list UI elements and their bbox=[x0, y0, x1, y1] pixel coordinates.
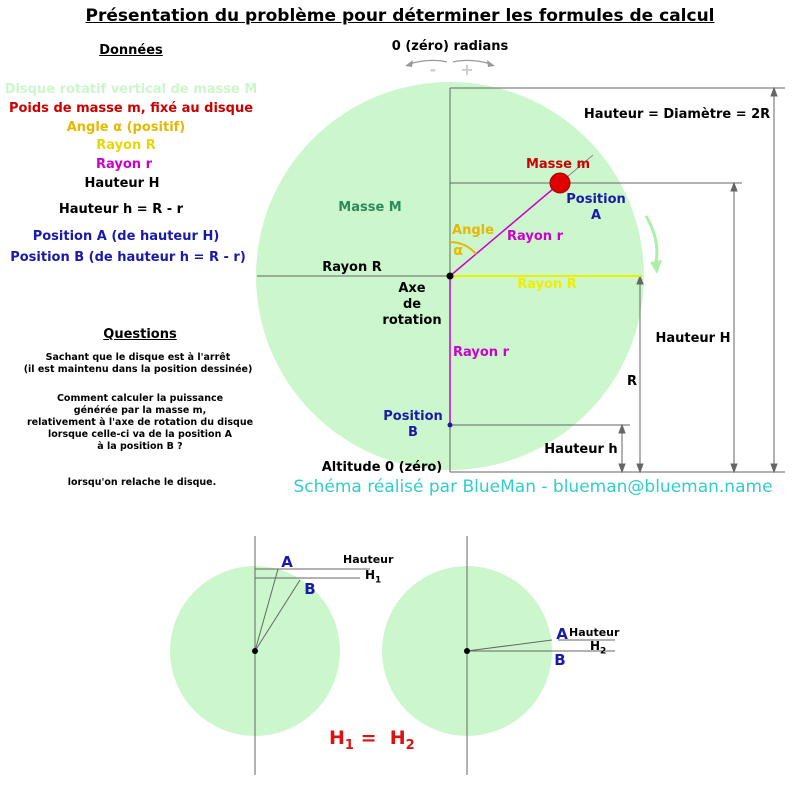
radius-R-left-label: Rayon R bbox=[322, 260, 382, 275]
data-item-position-b: Position B (de hauteur h = R - r) bbox=[10, 250, 246, 265]
rotation-arrow-left-icon bbox=[409, 60, 447, 64]
data-item-radius-r: Rayon r bbox=[96, 157, 152, 172]
credit-text: Schéma réalisé par BlueMan - blueman@blueman.name bbox=[293, 477, 773, 497]
bottom-right-position-a: A bbox=[556, 625, 568, 643]
bottom-right-position-b: B bbox=[554, 651, 566, 669]
mass-m-label: Masse m bbox=[525, 157, 591, 172]
height-diameter-label: Hauteur = Diamètre = 2R bbox=[583, 107, 771, 122]
rotation-direction-arrow-icon bbox=[646, 216, 657, 262]
data-heading: Données bbox=[99, 43, 163, 58]
data-item-height-H: Hauteur H bbox=[84, 176, 160, 191]
bottom-left-h1-label: $H_1$ bbox=[365, 568, 382, 586]
data-item-radius-R: Rayon R bbox=[96, 138, 156, 153]
data-item-disk: Disque rotatif vertical de masse M bbox=[4, 82, 258, 97]
alpha-symbol: α bbox=[453, 243, 463, 259]
bottom-right-hauteur-label: Hauteur bbox=[569, 626, 620, 639]
height-H-label: Hauteur H bbox=[655, 331, 731, 346]
altitude-zero-label: Altitude 0 (zéro) bbox=[321, 460, 443, 475]
radius-r-lower-label: Rayon r bbox=[453, 345, 509, 360]
question-paragraph-2: Comment calculer la puissance générée par la masse m, relativement à l'axe de rotation du disque lorsque celle-ci va de la position A à la position B ? bbox=[26, 393, 254, 452]
radius-R-right-label: Rayon R bbox=[517, 277, 577, 292]
bottom-left-position-a: A bbox=[281, 553, 293, 571]
mass-m-ball bbox=[550, 173, 570, 193]
minus-sign: - bbox=[429, 60, 437, 79]
rotation-axis-label: Axe de rotation bbox=[382, 281, 442, 328]
position-a-label: Position A bbox=[566, 192, 626, 223]
disk-mass-label: Masse M bbox=[338, 200, 402, 215]
position-b-point bbox=[448, 423, 453, 428]
page-title: Présentation du problème pour déterminer les formules de calcul bbox=[85, 6, 715, 26]
question-paragraph-3: lorsqu'on relache le disque. bbox=[67, 477, 217, 488]
data-item-angle: Angle α (positif) bbox=[66, 120, 186, 135]
zero-radians-label: 0 (zéro) radians bbox=[391, 39, 509, 54]
question-paragraph-1: Sachant que le disque est à l'arrêt (il est maintenu dans la position dessinée) bbox=[23, 352, 253, 375]
rotation-axis-point bbox=[447, 273, 454, 280]
bottom-left-position-b: B bbox=[304, 580, 316, 598]
questions-heading: Questions bbox=[103, 327, 177, 342]
position-b-label: Position B bbox=[383, 409, 443, 440]
R-label: R bbox=[626, 374, 638, 389]
radius-r-upper-label: Rayon r bbox=[507, 229, 563, 244]
bottom-left-hauteur-label: Hauteur bbox=[343, 553, 394, 566]
angle-label: Angle bbox=[452, 223, 494, 238]
data-item-height-h: Hauteur h = R - r bbox=[58, 202, 184, 217]
data-item-mass: Poids de masse m, fixé au disque bbox=[8, 101, 254, 116]
data-item-position-a: Position A (de hauteur H) bbox=[32, 229, 220, 244]
plus-sign: + bbox=[460, 60, 474, 79]
bottom-right-h2-label: $H_2$ bbox=[590, 639, 607, 657]
height-h-label: Hauteur h bbox=[544, 442, 618, 457]
equation-h1-equals-h2: $H_1 = H_2$ bbox=[329, 727, 415, 753]
